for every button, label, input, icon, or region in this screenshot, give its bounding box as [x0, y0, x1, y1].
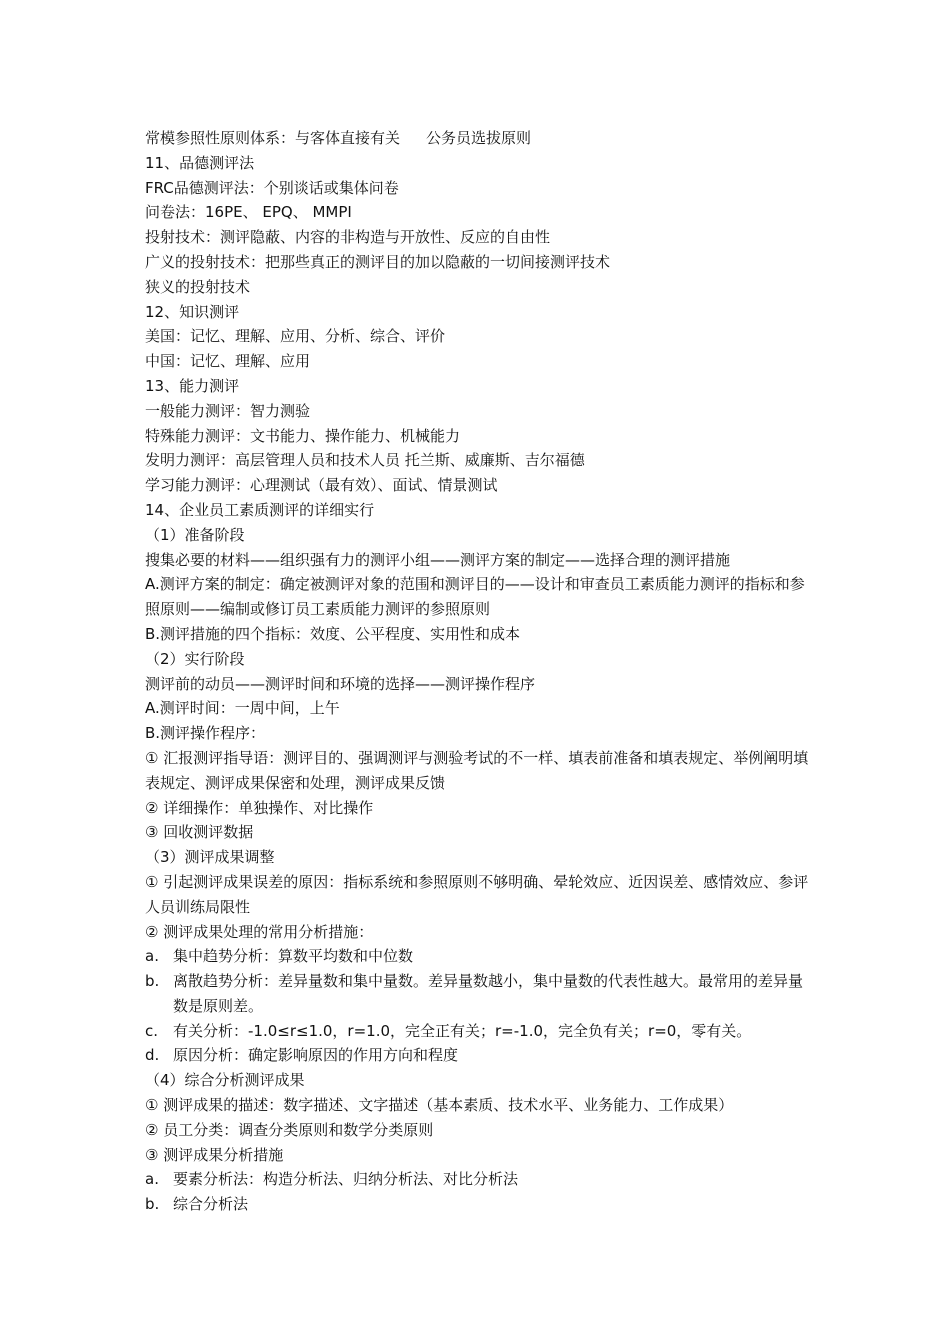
list-item-text: 综合分析法 — [173, 1195, 249, 1214]
list-item — [145, 1019, 815, 1044]
text-line: 搜集必要的材料——组织强有力的测评小组——测评方案的制定——选择合理的测评措施 — [145, 550, 731, 569]
text-line: 常模参照性原则体系：与客体直接有关 公务员选拔原则 — [145, 129, 532, 147]
text-line: ③ 测评成果分析措施 — [145, 1145, 284, 1164]
list-item-text: 要素分析法：构造分析法、归纳分析法、对比分析法 — [173, 1170, 519, 1189]
text-line: 中国：记忆、理解、应用 — [145, 352, 311, 371]
text-line: FRC品德测评法：个别谈话或集体问卷 — [145, 178, 399, 197]
list-item — [145, 1043, 815, 1068]
section-heading: 13、能力测评 — [145, 376, 240, 395]
text-line: ③ 回收测评数据 — [145, 823, 254, 842]
text-line: A.测评时间：一周中间，上午 — [145, 699, 340, 718]
text-line: ② 测评成果处理的常用分析措施： — [145, 922, 374, 941]
document-body — [145, 126, 815, 1217]
subsection-heading: （1）准备阶段 — [145, 525, 245, 544]
list-marker: d. — [145, 1046, 160, 1065]
list-marker: b. — [145, 972, 160, 991]
subsection-heading: （2）实行阶段 — [145, 649, 245, 668]
text-line: 特殊能力测评：文书能力、操作能力、机械能力 — [145, 426, 461, 445]
text-line: 狭义的投射技术 — [145, 277, 251, 296]
list-marker: a. — [145, 1170, 159, 1189]
text-line: ② 员工分类：调查分类原则和数学分类原则 — [145, 1120, 434, 1139]
text-line: B.测评措施的四个指标：效度、公平程度、实用性和成本 — [145, 624, 521, 643]
text-line: 测评前的动员——测评时间和环境的选择——测评操作程序 — [145, 674, 536, 693]
list-marker: a. — [145, 947, 159, 966]
list-marker: b. — [145, 1195, 160, 1214]
paragraph: ① 汇报测评指导语：测评目的、强调测评与测验考试的不一样、填表前准备和填表规定、举例阐明填表规定、测评成果保密和处理，测评成果反馈 — [145, 748, 809, 792]
list-item-text: 离散趋势分析：差异量数和集中量数。差异量数越小，集中量数的代表性越大。最常用的差异量数是原则差。 — [173, 972, 804, 1015]
text-line: 一般能力测评：智力测验 — [145, 401, 311, 420]
paragraph: A.测评方案的制定：确定被测评对象的范围和测评目的——设计和审查员工素质能力测评的指标和参照原则——编制或修订员工素质能力测评的参照原则 — [145, 575, 805, 619]
text-line: 发明力测评：高层管理人员和技术人员 托兰斯、威廉斯、吉尔福德 — [145, 451, 585, 470]
text-line: 广义的投射技术：把那些真正的测评目的加以隐蔽的一切间接测评技术 — [145, 252, 611, 271]
list-item — [145, 1192, 815, 1217]
list-item-text: 有关分析：-1.0≤r≤1.0，r=1.0，完全正有关；r=-1.0，完全负有关；r=0，零有关。 — [173, 1021, 752, 1040]
subsection-heading: （3）测评成果调整 — [145, 848, 275, 867]
paragraph: ① 引起测评成果误差的原因：指标系统和参照原则不够明确、晕轮效应、近因误差、感情效应、参评人员训练局限性 — [145, 872, 809, 916]
text-line: 投射技术：测评隐蔽、内容的非构造与开放性、反应的自由性 — [145, 228, 551, 247]
list-item-text: 原因分析：确定影响原因的作用方向和程度 — [173, 1046, 459, 1065]
section-heading: 11、品德测评法 — [145, 153, 255, 172]
section-heading: 12、知识测评 — [145, 302, 240, 321]
text-line: ① 测评成果的描述：数字描述、文字描述（基本素质、技术水平、业务能力、工作成果） — [145, 1096, 734, 1115]
text-line: 学习能力测评：心理测试（最有效）、面试、情景测试 — [145, 476, 498, 495]
section-heading: 14、企业员工素质测评的详细实行 — [145, 500, 375, 519]
subsection-heading: （4）综合分析测评成果 — [145, 1071, 305, 1090]
list-item — [145, 1167, 815, 1192]
text-line: 问卷法：16PE、 EPQ、 MMPI — [145, 203, 352, 222]
text-line: ② 详细操作：单独操作、对比操作 — [145, 798, 374, 817]
list-item-text: 集中趋势分析：算数平均数和中位数 — [173, 947, 414, 966]
list-marker: c. — [145, 1021, 159, 1040]
list-item — [145, 944, 815, 969]
text-line: 美国：记忆、理解、应用、分析、综合、评价 — [145, 327, 446, 346]
list-item — [145, 969, 815, 1019]
text-line: B.测评操作程序： — [145, 724, 266, 743]
